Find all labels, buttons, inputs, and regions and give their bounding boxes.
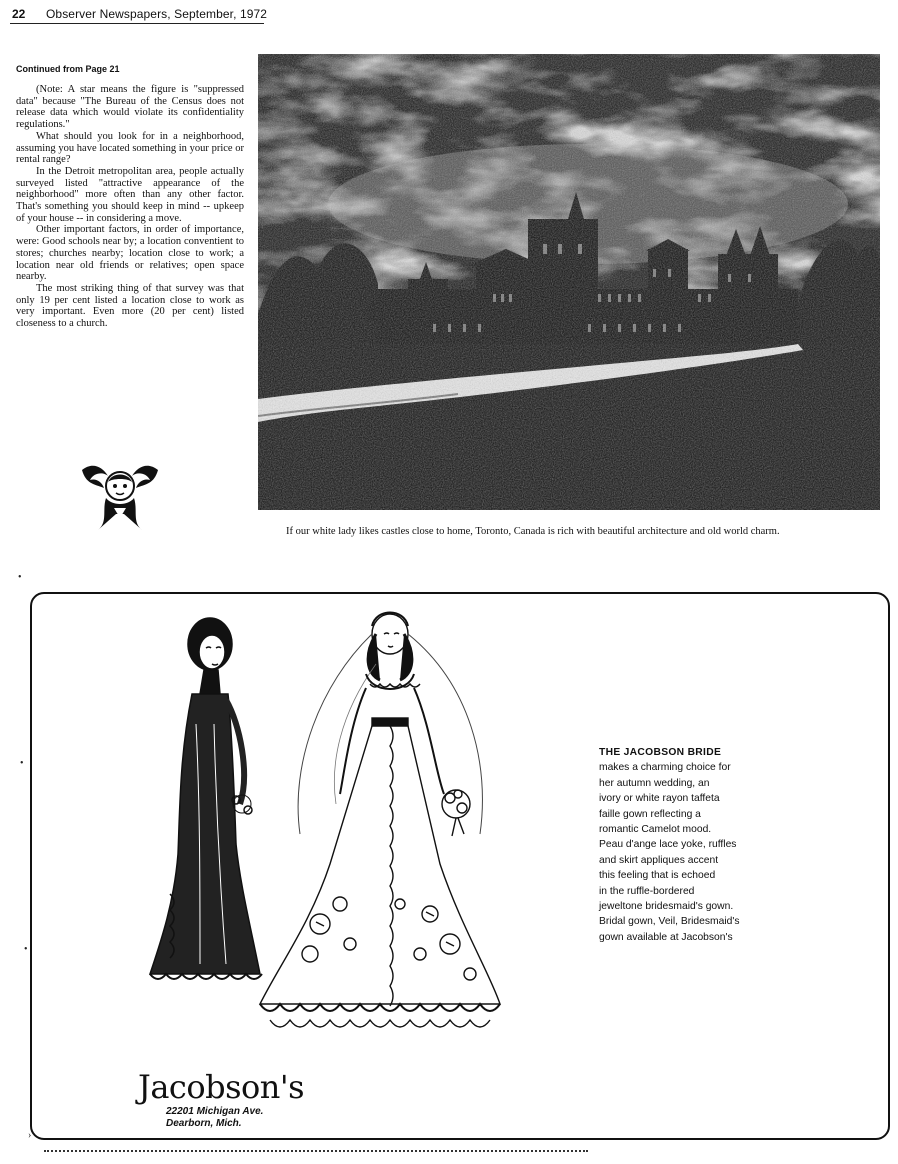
- scan-mark: ›: [28, 1130, 32, 1141]
- ad-line: and skirt appliques accent: [599, 854, 719, 866]
- article-paragraph: The most striking thing of that survey was that only 19 per cent listed a location close to work as very important. Even more (20 per cent) listed closeness to a church.: [16, 282, 244, 330]
- ad-line: makes a charming choice for: [599, 762, 731, 774]
- ad-line: faille gown reflecting a: [599, 808, 701, 820]
- scan-mark: •: [20, 758, 24, 769]
- ad-copy: [599, 745, 789, 945]
- address-line: 22201 Michigan Ave.: [166, 1106, 264, 1117]
- ad-line: Bridal gown, Veil, Bridesmaid's: [599, 916, 740, 928]
- brand-logo: Jacobson's: [138, 1068, 305, 1106]
- store-address: [166, 1106, 263, 1130]
- scan-mark: •: [18, 572, 22, 583]
- ad-line: romantic Camelot mood.: [599, 824, 712, 836]
- ad-line: ivory or white rayon taffeta: [599, 793, 720, 805]
- article-paragraph: (Note: A star means the figure is "suppressed data" because "The Bureau of the Census does not release data which would violate its confidentiality regulations.": [16, 84, 244, 131]
- continued-label: Continued from Page 21: [16, 64, 120, 74]
- page-header: [8, 4, 268, 26]
- ad-heading: THE JACOBSON BRIDE: [599, 747, 722, 758]
- ad-line: Peau d'ange lace yoke, ruffles: [599, 839, 737, 851]
- ad-line: jeweltone bridesmaid's gown.: [599, 901, 734, 913]
- cherub-ornament: [78, 462, 162, 532]
- masthead: Observer Newspapers, September, 1972: [46, 7, 268, 21]
- photo-caption: If our white lady likes castles close to home, Toronto, Canada is rich with beautiful architecture and old world charm.: [286, 526, 780, 537]
- ad-line: gown available at Jacobson's: [599, 931, 733, 943]
- ad-line: in the ruffle-bordered: [599, 885, 695, 897]
- ad-line: this feeling that is echoed: [599, 870, 716, 882]
- bridal-illustration: [140, 604, 520, 1068]
- page-number: 22: [12, 7, 26, 21]
- bottom-rule: [44, 1150, 588, 1152]
- article-body: [16, 84, 244, 330]
- article-paragraph: In the Detroit metropolitan area, people actually surveyed listed "attractive appearance of the neighborhood" more often than any other factor. That's something you should keep in mind -- upkeep of your house -- in considering a move.: [16, 165, 244, 224]
- castle-photo: [258, 54, 880, 510]
- address-line: Dearborn, Mich.: [166, 1118, 242, 1129]
- article-paragraph: Other important factors, in order of importance, were: Good schools near by; a location conventient to stores; churches nearby; location close to work; a location near old friends or relatives; open space nearby.: [16, 224, 244, 283]
- ad-line: her autumn wedding, an: [599, 777, 710, 789]
- header-rule: [10, 23, 264, 24]
- scan-mark: •: [24, 944, 28, 955]
- article-paragraph: What should you look for in a neighborhood, assuming you have located something in your price or rental range?: [16, 130, 244, 166]
